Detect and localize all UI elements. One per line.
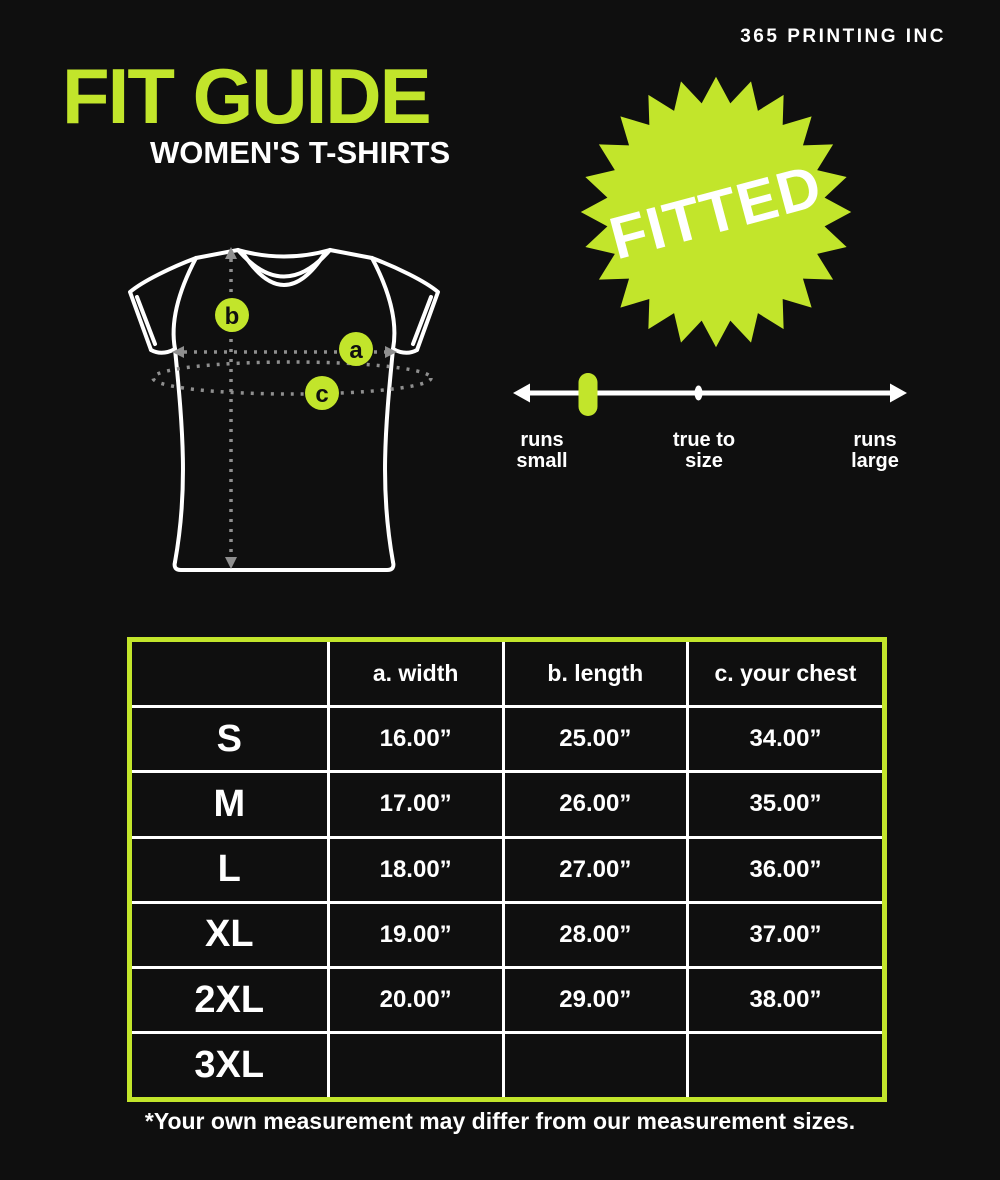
length-cell <box>503 1033 687 1100</box>
length-cell: 28.00” <box>503 902 687 967</box>
true-to-size-line1: true to <box>672 429 736 451</box>
fit-scale-labels <box>510 430 910 490</box>
runs-small-line1: runs <box>520 429 564 451</box>
size-cell: S <box>130 707 329 772</box>
width-cell: 20.00” <box>328 968 503 1033</box>
marker-b-label: b <box>224 303 240 330</box>
width-cell <box>328 1033 503 1100</box>
header-cell-width: a. width <box>328 640 503 707</box>
chest-cell: 38.00” <box>687 968 884 1033</box>
header-cell-size <box>130 640 329 707</box>
chest-cell: 34.00” <box>687 707 884 772</box>
table-header-row <box>130 640 885 707</box>
size-cell: M <box>130 772 329 837</box>
marker-a-label: a <box>349 337 363 364</box>
header-cell-length: b. length <box>503 640 687 707</box>
tshirt-outline <box>130 250 438 570</box>
width-cell: 16.00” <box>328 707 503 772</box>
table-row-m <box>130 772 885 837</box>
table-row-2xl <box>130 968 885 1033</box>
badge-label: FITTED <box>602 151 830 273</box>
page-title: FIT GUIDE <box>62 52 430 140</box>
tshirt-diagram <box>118 228 458 580</box>
scale-marker <box>579 373 598 416</box>
size-cell: 2XL <box>130 968 329 1033</box>
brand-text: 365 PRINTING INC <box>740 26 946 47</box>
runs-small-line2: small <box>516 450 568 472</box>
width-cell: 18.00” <box>328 837 503 902</box>
table-row-xl <box>130 902 885 967</box>
marker-c-label: c <box>315 381 329 408</box>
chest-cell <box>687 1033 884 1100</box>
size-cell: L <box>130 837 329 902</box>
runs-large-line2: large <box>851 450 899 472</box>
scale-arrow-left-icon <box>513 384 530 403</box>
width-cell: 17.00” <box>328 772 503 837</box>
scale-label-true-to-size <box>658 430 750 472</box>
scale-label-runs-large <box>840 430 910 472</box>
length-cell: 26.00” <box>503 772 687 837</box>
scale-label-runs-small <box>510 430 574 472</box>
page-subtitle: WOMEN'S T-SHIRTS <box>150 135 451 170</box>
width-cell: 19.00” <box>328 902 503 967</box>
chest-cell: 36.00” <box>687 837 884 902</box>
chest-cell: 37.00” <box>687 902 884 967</box>
length-cell: 27.00” <box>503 837 687 902</box>
size-table <box>127 637 887 1102</box>
length-cell: 29.00” <box>503 968 687 1033</box>
footnote: *Your own measurement may differ from our measurement sizes. <box>144 1108 856 1134</box>
arrowhead-down-icon <box>225 557 237 569</box>
header-cell-chest: c. your chest <box>687 640 884 707</box>
fit-scale <box>510 370 910 420</box>
table-row-l <box>130 837 885 902</box>
true-to-size-dot <box>695 386 703 401</box>
true-to-size-line2: size <box>685 450 723 472</box>
scale-arrow-right-icon <box>890 384 907 403</box>
runs-large-line1: runs <box>853 429 897 451</box>
fitted-badge <box>574 70 858 354</box>
size-cell: XL <box>130 902 329 967</box>
table-row-3xl <box>130 1033 885 1100</box>
length-cell: 25.00” <box>503 707 687 772</box>
chest-cell: 35.00” <box>687 772 884 837</box>
table-row-s <box>130 707 885 772</box>
size-cell: 3XL <box>130 1033 329 1100</box>
